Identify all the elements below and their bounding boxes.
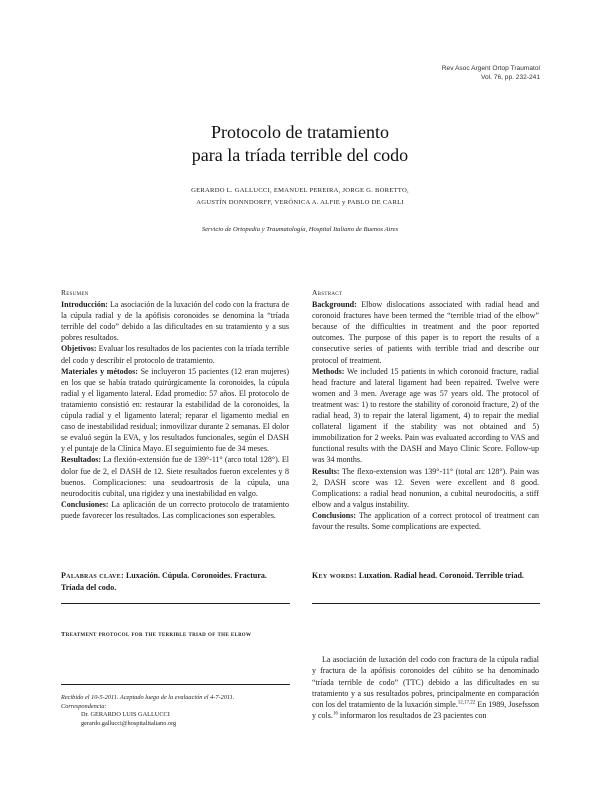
conclusions-text: La aplicación de un correcto protocolo de tratamiento puede favorecer los resultados. Las complicaciones son esperables. bbox=[61, 499, 289, 520]
correspondence-email: gerardo.gallucci@hospitalitaliano.org bbox=[81, 719, 177, 727]
abstract-methods bbox=[312, 366, 539, 466]
keywords-es bbox=[61, 570, 291, 593]
journal-volume: Vol. 76, pp. 232-241 bbox=[480, 74, 540, 81]
abstract-heading: Abstract bbox=[312, 288, 343, 297]
abstract-conclusions-label: Conclusions: bbox=[312, 510, 357, 520]
footnotes bbox=[61, 694, 286, 728]
received-text: Recibido el 10-5-2011. Aceptado luego de la evaluación el 4-7-2011. bbox=[61, 694, 235, 701]
received-note bbox=[61, 694, 286, 703]
correspondence-note bbox=[61, 703, 286, 712]
divider-left bbox=[61, 603, 290, 604]
resumen-conclusions bbox=[61, 499, 289, 521]
abstract-background bbox=[312, 299, 539, 366]
body-text-3: informaron los resultados de 23 pacientes con bbox=[337, 711, 487, 721]
journal-header bbox=[442, 64, 540, 82]
keywords-en-text: Luxation. Radial head. Coronoid. Terrible triad. bbox=[356, 571, 524, 580]
resumen-objectives bbox=[61, 343, 289, 365]
abstract-results-text: The flexo-extension was 139°-11° (total arc 128°). Pain was 2, DASH score was 12. Seven were excellent and 8 good. Complications: a radial head nonunion, a cubital neurodocitis, a stiff elbow and a valgus instability. bbox=[312, 466, 539, 509]
abstract-methods-text: We included 15 patients in which coronoid fracture, radial head fracture and lateral ligament had been repaired. Twelve were women and 3 men. Average age was 57 years old. The protocol of treatment was: 1) to restore the stability of coronoid fracture, 2) of the radial head, 3) to repair the lateral ligament, 4) to repair the medial collateral ligament if the stability was not obtained and 5) immobilization for 2 weeks. Pain was evaluated according to VAS and functional results with the DASH and Mayo Clinic Score. Follow-up was 34 months. bbox=[312, 366, 539, 465]
title-line-1: Protocolo de tratamiento bbox=[211, 122, 389, 142]
abstract-section bbox=[312, 287, 539, 532]
body-text-1: La asociación de luxación del codo con fractura de la cúpula radial y fractura de la apófisis coronoides del cúbito se ha denominado “tríada terrible de codo” (TTC) debido a las dificultades en su tratamiento y a sus resultados pobres, principalmente en comparación con los del tratamiento de la luxación simple. bbox=[312, 655, 539, 710]
results-label: Resultados: bbox=[61, 455, 102, 465]
objectives-label: Objetivos: bbox=[61, 344, 97, 354]
authors-line-2: AGUSTÍN DONNDORFF, VERÓNICA A. ALFIE y PABLO DE CARLI bbox=[196, 199, 404, 206]
correspondence-label: Correspondencia: bbox=[61, 702, 107, 710]
resumen-section bbox=[61, 287, 289, 521]
results-text: La flexión-extensión fue de 139°-11° (arco total 128°). El dolor fue de 2, el DASH de 12. Siete resultados fueron excelentes y 8 buenos. Complicaciones: una seudoartrosis de la cúpula, una neurodocitis cubital, una rigidez y una inestabilidad en valgo. bbox=[61, 455, 289, 498]
citation-1: 12,17,22 bbox=[457, 700, 476, 706]
objectives-text: Evaluar los resultados de los pacientes con la tríada terrible del codo y describir el protocolo de tratamiento. bbox=[61, 344, 289, 365]
methods-text: Se incluyeron 15 pacientes (12 eran mujeres) en los que se había tratado quirúrgicamente la coronoides, la cúpula radial y el ligamento lateral. Edad promedio: 57 años. El protocolo de tratamiento consistió en: restaurar la estabilidad de la coronoides, la cúpula radial y el ligamento lateral; reparar el ligamento medial en caso de inestabilidad residual; inmovilizar durante 2 semanas. El dolor se evaluó según la EVA, y los resultados funcionales, según el DASH y el puntaje de la Clínica Mayo. El seguimiento fue de 34 meses. bbox=[61, 366, 290, 454]
background-label: Background: bbox=[312, 300, 357, 310]
intro-body bbox=[312, 654, 539, 722]
divider-right bbox=[312, 603, 540, 604]
translated-title: Treatment protocol for the terrible triad of the elbow bbox=[61, 631, 252, 638]
intro-label: Introducción: bbox=[61, 300, 108, 310]
abstract-conclusions bbox=[312, 510, 539, 532]
affiliation: Servicio de Ortopedia y Traumatología, Hospital Italiano de Buenos Aires bbox=[201, 226, 399, 233]
resumen-intro bbox=[61, 299, 289, 343]
abstract-results bbox=[312, 466, 539, 510]
divider-notes bbox=[61, 684, 290, 685]
article-title bbox=[0, 121, 600, 167]
keywords-es-label: Palabras clave: bbox=[61, 571, 124, 580]
correspondence-name: Dr. GERARDO LUIS GALLUCCI bbox=[81, 711, 170, 719]
resumen-methods bbox=[61, 366, 289, 455]
intro-text: La asociación de la luxación del codo con la fractura de la cúpula radial y de la apófisis coronoides se denomina la “tríada terrible del codo” debido a las dificultades en su tratamiento y a sus pobres resultados. bbox=[61, 300, 289, 343]
resumen-heading: Resumen bbox=[61, 288, 89, 297]
citation-2: 16 bbox=[332, 711, 338, 717]
methods-label: Materiales y métodos: bbox=[61, 366, 138, 376]
keywords-es-text: Luxación. Cúpula. Coronoides. Fractura. Tríada del codo. bbox=[61, 571, 267, 592]
keywords-en-label: Key words: bbox=[312, 571, 357, 580]
background-text: Elbow dislocations associated with radial head and coronoid fractures have been termed the “terrible triad of the elbow” because of the difficulties in treatment and the poor reported outcomes. The purpose of this paper is to report the results of a consecutive series of patients with terrible triad and describe our protocol of treatment. bbox=[312, 300, 539, 365]
journal-name: Rev Asoc Argent Ortop Traumatol bbox=[441, 65, 540, 72]
body-text-2: En 1989, Josefsson y cols. bbox=[312, 700, 539, 721]
abstract-conclusions-text: The application of a correct protocol of treatment can favour the results. Some complications are expected. bbox=[312, 510, 539, 531]
abstract-methods-label: Methods: bbox=[312, 366, 345, 376]
authors-line-1: GERARDO L. GALLUCCI, EMANUEL PEREIRA, JORGE G. BORETTO, bbox=[191, 187, 409, 194]
keywords-en bbox=[312, 570, 540, 582]
body-paragraph bbox=[312, 654, 539, 722]
abstract-results-label: Results: bbox=[312, 466, 340, 476]
resumen-results bbox=[61, 454, 289, 498]
author-list bbox=[0, 185, 600, 209]
title-line-2: para la tríada terrible del codo bbox=[191, 145, 409, 165]
conclusions-label: Conclusiones: bbox=[61, 499, 109, 509]
